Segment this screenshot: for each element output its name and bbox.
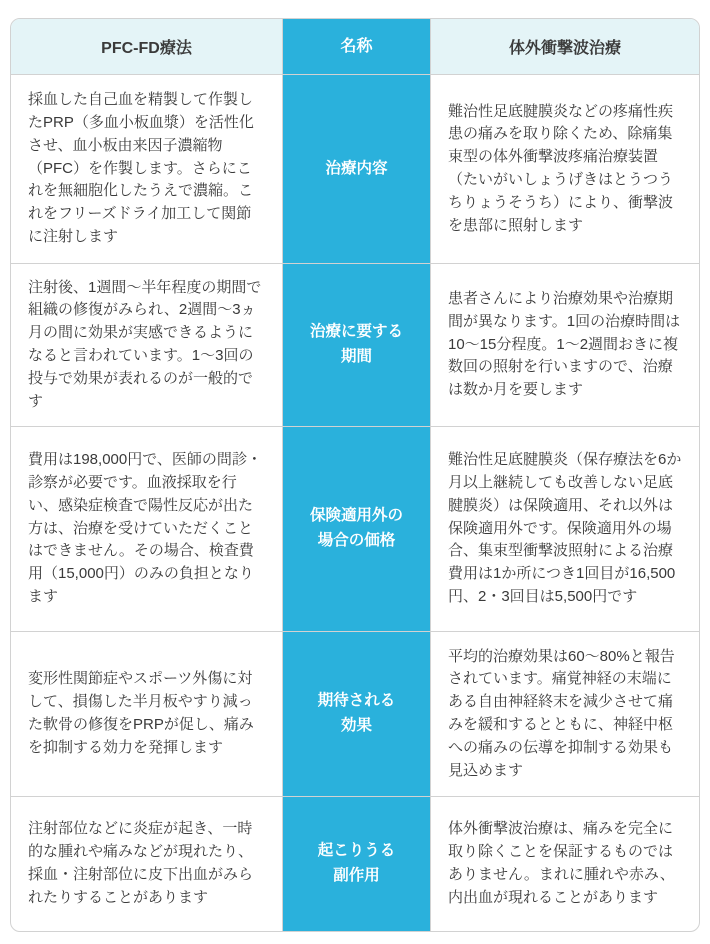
table-row-side-effects: [11, 796, 699, 931]
row-label-expected-effect: [282, 631, 431, 796]
row-label-price: [282, 426, 431, 631]
header-name-label: [282, 19, 431, 74]
header-pfc-fd-therapy: PFC-FD療法: [11, 19, 282, 74]
row-label-line: 保険適用外の: [309, 507, 403, 525]
pfc-treatment-detail-cell: 採血した自己血を精製して作製したPRP（多血小板血漿）を活性化させ、血小板由来因子濃縮物（PFC）を作製します。さらにこれを無細胞化したうえで濃縮。これをフリーズドライ加工して関節に注射します: [11, 74, 282, 263]
row-label-line: 期待される: [317, 692, 396, 710]
pfc-side-effects-cell: 注射部位などに炎症が起き、一時的な腫れや痛みなどが現れたり、採血・注射部位に皮下出血がみられたりすることがあります: [11, 796, 282, 931]
eswt-expected-effect-cell: 平均的治療効果は60〜80%と報告されています。痛覚神経の末端にある自由神経終末を減少させて痛みを緩和するとともに、神経中枢への痛みの伝導を抑制する効果も見込めます: [431, 631, 699, 796]
header-name-text: 名称: [340, 37, 373, 55]
pfc-treatment-period-cell: 注射後、1週間〜半年程度の期間で組織の修復がみられ、2週間〜3ヵ月の間に効果が実感できるようになると言われています。1〜3回の投与で効果が表れるのが一般的です: [11, 263, 282, 426]
comparison-table: [10, 18, 700, 932]
row-label-treatment-period: [282, 263, 431, 426]
row-label-treatment-detail: [282, 74, 431, 263]
header-eswt-therapy: 体外衝撃波治療: [431, 19, 699, 74]
table-row-price: [11, 426, 699, 631]
eswt-side-effects-cell: 体外衝撃波治療は、痛みを完全に取り除くことを保証するものではありません。まれに腫れや赤み、内出血が現れることがあります: [431, 796, 699, 931]
row-label-line: 期間: [340, 348, 372, 365]
row-label-line: 治療内容: [325, 159, 388, 177]
eswt-treatment-detail-cell: 難治性足底腱膜炎などの疼痛性疾患の痛みを取り除くため、除痛集束型の体外衝撃波疼痛治療装置（たいがいしょうげきはとうつうちりょうそうち）により、衝撃波を患部に照射します: [431, 74, 699, 263]
row-label-line: 副作用: [333, 867, 380, 884]
eswt-treatment-period-cell: 患者さんにより治療効果や治療期間が異なります。1回の治療時間は10〜15分程度。1〜2週間おきに複数回の照射を行いますので、治療は数か月を要します: [431, 263, 699, 426]
pfc-expected-effect-cell: 変形性関節症やスポーツ外傷に対して、損傷した半月板やすり減った軟骨の修復をPRPが促し、痛みを抑制する効力を発揮します: [11, 631, 282, 796]
table-header-row: [11, 19, 699, 74]
eswt-price-cell: 難治性足底腱膜炎（保存療法を6か月以上継続しても改善しない足底腱膜炎）は保険適用、それ以外は保険適用外です。保険適用外の場合、集束型衝撃波照射による治療費用は1か所につき1回目が16,500円、2・3回目は5,500円です: [431, 426, 699, 631]
row-label-side-effects: [282, 796, 431, 931]
row-label-line: 場合の価格: [317, 532, 396, 549]
table-row-expected-effect: [11, 631, 699, 796]
row-label-line: 治療に要する: [309, 323, 403, 341]
table-row-treatment-period: [11, 263, 699, 426]
row-label-line: 起こりうる: [317, 842, 396, 860]
table-row-treatment-detail: [11, 74, 699, 263]
pfc-price-cell: 費用は198,000円で、医師の問診・診察が必要です。血液採取を行い、感染症検査で陽性反応が出た方は、治療を受けていただくことはできません。その場合、検査費用（15,000円）のみの負担となります: [11, 426, 282, 631]
row-label-line: 効果: [340, 717, 372, 734]
